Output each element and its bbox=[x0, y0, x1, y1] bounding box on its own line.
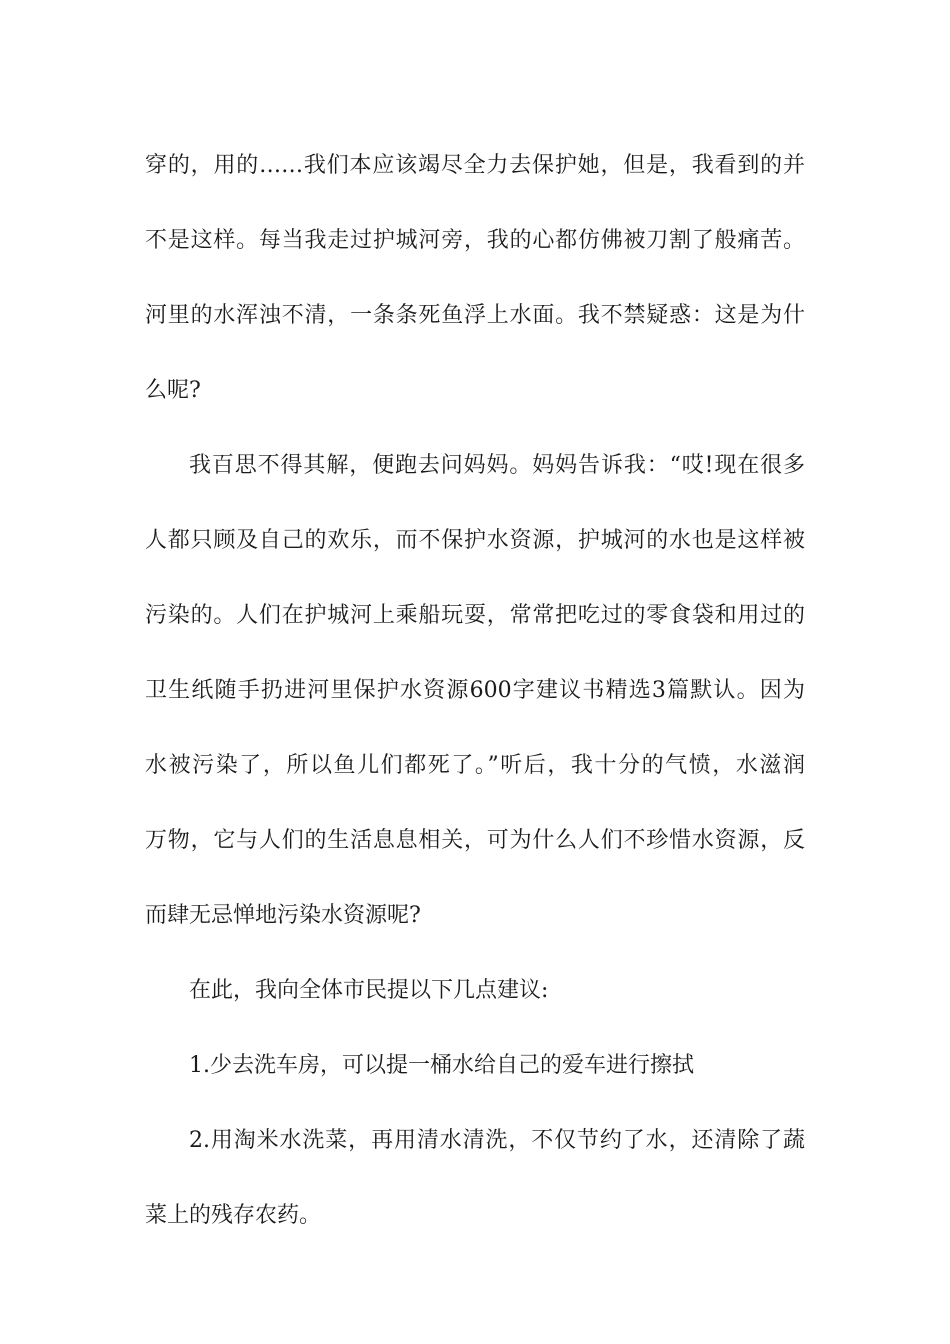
text-line: 污染的。人们在护城河上乘船玩耍，常常把吃过的零食袋和用过的 bbox=[145, 603, 805, 628]
text-line: 穿的，用的……我们本应该竭尽全力去保护她，但是，我看到的并 bbox=[145, 153, 805, 178]
text-line: 卫生纸随手扔进河里保护水资源600字建议书精选3篇默认。因为 bbox=[145, 678, 805, 703]
text-line: 在此，我向全体市民提以下几点建议: bbox=[189, 978, 549, 1003]
text-line: 河里的水浑浊不清，一条条死鱼浮上水面。我不禁疑惑：这是为什 bbox=[145, 303, 805, 328]
text-line: 不是这样。每当我走过护城河旁，我的心都仿佛被刀割了般痛苦。 bbox=[145, 228, 805, 253]
text-line: 么呢? bbox=[145, 378, 201, 403]
text-line: 万物，它与人们的生活息息相关，可为什么人们不珍惜水资源，反 bbox=[145, 828, 805, 853]
document-body bbox=[145, 128, 805, 1253]
text-line: 水被污染了，所以鱼儿们都死了。”听后，我十分的气愤，水滋润 bbox=[145, 753, 805, 778]
text-line: 2.用淘米水洗菜，再用清水清洗，不仅节约了水，还清除了蔬 bbox=[189, 1128, 805, 1153]
text-line: 而肆无忌惮地污染水资源呢? bbox=[145, 903, 421, 928]
text-line: 菜上的残存农药。 bbox=[145, 1203, 322, 1228]
text-line: 1.少去洗车房，可以提一桶水给自己的爱车进行擦拭 bbox=[189, 1053, 694, 1078]
text-line: 人都只顾及自己的欢乐，而不保护水资源，护城河的水也是这样被 bbox=[145, 528, 805, 553]
text-line: 我百思不得其解，便跑去问妈妈。妈妈告诉我：“哎!现在很多 bbox=[189, 453, 805, 478]
